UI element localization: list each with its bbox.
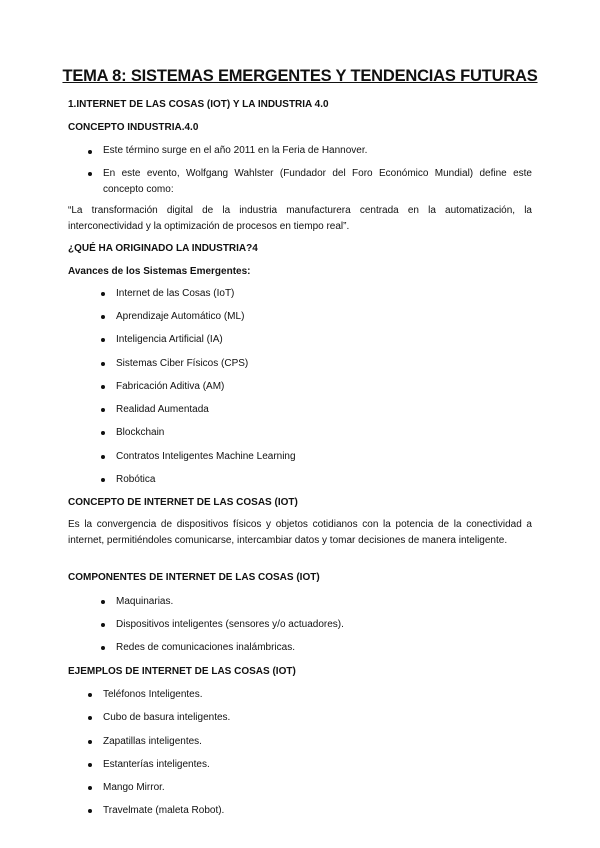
list-item: Aprendizaje Automático (ML): [116, 311, 245, 322]
list-item: Contratos Inteligentes Machine Learning: [116, 451, 296, 462]
document-title: TEMA 8: SISTEMAS EMERGENTES Y TENDENCIAS FUTURAS: [62, 67, 538, 85]
subheading-avances: Avances de los Sistemas Emergentes:: [68, 266, 251, 277]
bullet-icon: [88, 693, 92, 697]
bullet-icon: [101, 315, 105, 319]
bullet-icon: [101, 455, 105, 459]
bullet-icon: [88, 150, 92, 154]
paragraph-concepto-iot: Es la convergencia de dispositivos físicos y objetos cotidianos con la potencia de la conectividad a internet, permitiéndoles comunicarse, intercambiar datos y tomar decisiones de manera inteligente.: [68, 519, 532, 546]
list-item: Inteligencia Artificial (IA): [116, 334, 223, 345]
list-item: Realidad Aumentada: [116, 404, 209, 415]
list-item: Maquinarias.: [116, 596, 174, 607]
heading-ejemplos-iot: EJEMPLOS DE INTERNET DE LAS COSAS (IOT): [68, 666, 296, 677]
bullet-icon: [88, 763, 92, 767]
bullet-icon: [88, 172, 92, 176]
heading-concepto-iot: CONCEPTO DE INTERNET DE LAS COSAS (IOT): [68, 497, 298, 508]
list-item: Fabricación Aditiva (AM): [116, 381, 225, 392]
list-item: Sistemas Ciber Físicos (CPS): [116, 358, 249, 369]
bullet-icon: [101, 646, 105, 650]
bullet-icon: [101, 385, 105, 389]
list-item: Blockchain: [116, 427, 165, 438]
bullet-icon: [101, 408, 105, 412]
bullet-icon: [88, 786, 92, 790]
list-item: En este evento, Wolfgang Wahlster (Fundador del Foro Económico Mundial) define este concepto como:: [103, 168, 532, 195]
heading-origen-industria: ¿QUÉ HA ORIGINADO LA INDUSTRIA?4: [68, 243, 258, 254]
definition-quote: “La transformación digital de la industria manufacturera centrada en la automatización, la interconectividad y la optimización de procesos en tiempo real”.: [68, 205, 532, 232]
bullet-icon: [101, 623, 105, 627]
bullet-icon: [101, 292, 105, 296]
list-item: Mango Mirror.: [103, 782, 165, 793]
section-heading-iot-industria: 1.INTERNET DE LAS COSAS (IOT) Y LA INDUSTRIA 4.0: [68, 99, 329, 110]
heading-concepto-industria: CONCEPTO INDUSTRIA.4.0: [68, 122, 199, 133]
bullet-icon: [101, 338, 105, 342]
list-item: Travelmate (maleta Robot).: [103, 805, 225, 816]
bullet-icon: [101, 478, 105, 482]
heading-componentes-iot: COMPONENTES DE INTERNET DE LAS COSAS (IOT): [68, 572, 320, 583]
list-item: Redes de comunicaciones inalámbricas.: [116, 642, 295, 653]
bullet-icon: [88, 740, 92, 744]
bullet-icon: [101, 362, 105, 366]
bullet-icon: [101, 431, 105, 435]
list-item: Dispositivos inteligentes (sensores y/o actuadores).: [116, 619, 344, 630]
list-item: Cubo de basura inteligentes.: [103, 712, 231, 723]
list-item: Teléfonos Inteligentes.: [103, 689, 203, 700]
list-item: Zapatillas inteligentes.: [103, 736, 202, 747]
list-item: Robótica: [116, 474, 156, 485]
bullet-icon: [101, 600, 105, 604]
list-item: Estanterías inteligentes.: [103, 759, 210, 770]
bullet-icon: [88, 716, 92, 720]
bullet-icon: [88, 809, 92, 813]
list-item: Este término surge en el año 2011 en la Feria de Hannover.: [103, 145, 368, 156]
list-item: Internet de las Cosas (IoT): [116, 288, 235, 299]
